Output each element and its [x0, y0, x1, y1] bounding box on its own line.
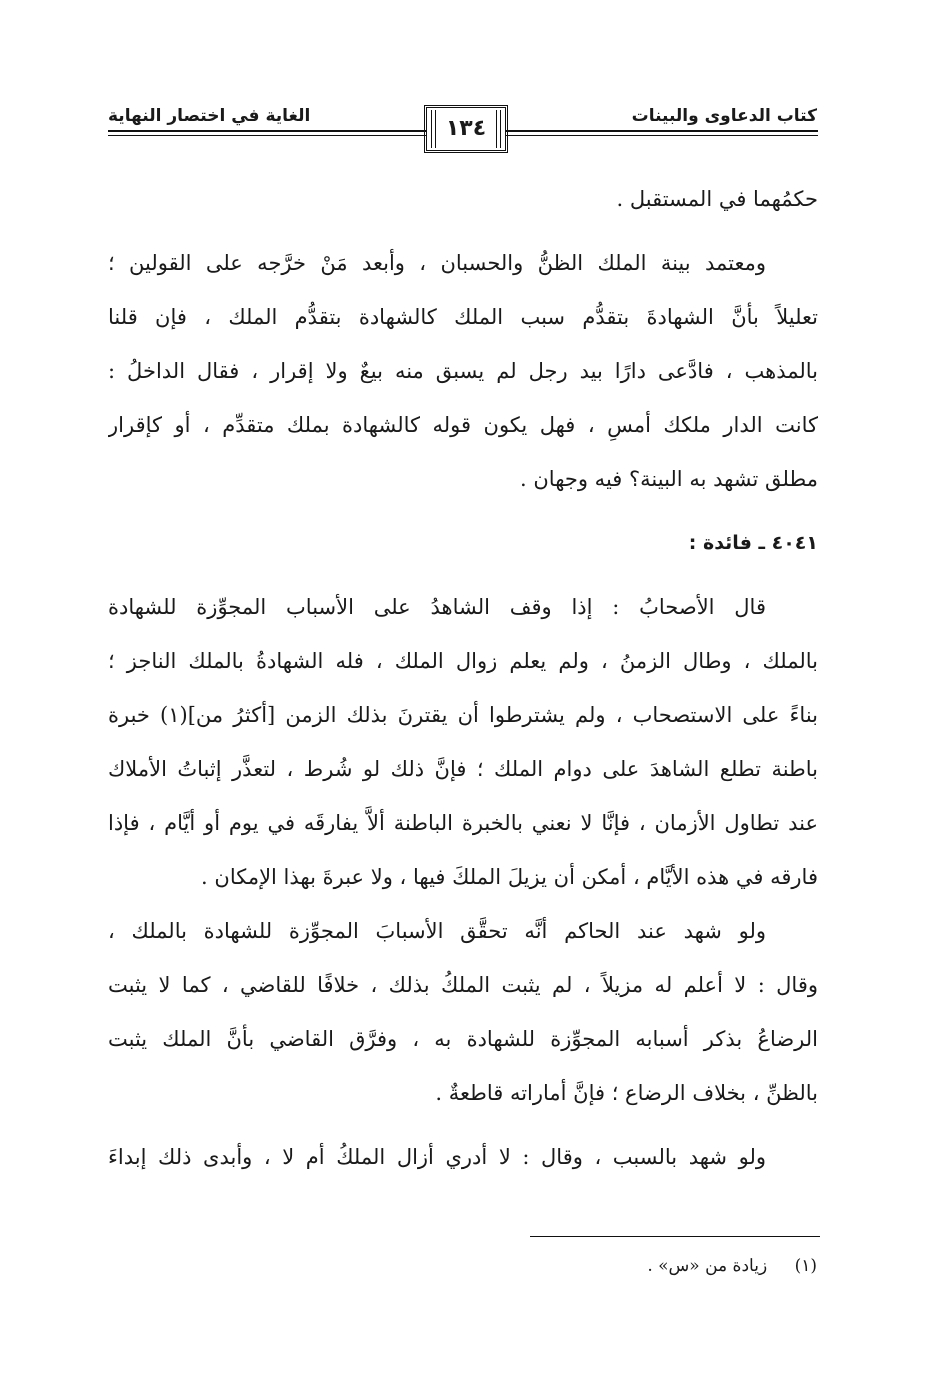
main-text: [108, 172, 818, 1184]
page-number: ١٣٤: [445, 116, 487, 141]
text-line: قال الأصحابُ : إذا وقف الشاهدُ على الأسباب المجوِّزة للشهادة: [108, 595, 766, 619]
text-line: بالظنِّ ، بخلاف الرضاع ؛ فإنَّ أماراته قاطعةٌ .: [435, 1081, 818, 1105]
text-line: ولو شهد عند الحاكم أنَّه تحقَّق الأسبابَ المجوِّزة للشهادة بالملك ،: [108, 919, 766, 943]
text-line: مطلق تشهد به البينة؟ فيه وجهان .: [520, 467, 818, 491]
text-line: بالمذهب ، فادَّعى دارًا بيد رجل لم يسبق منه بيعٌ ولا إقرار ، فقال الداخلُ :: [108, 359, 818, 383]
text-line: فارقه في هذه الأيَّام ، أمكن أن يزيلَ الملكَ فيها ، ولا عبرةَ بهذا الإمكان .: [201, 865, 818, 889]
footnote-text: زيادة من «س» .: [647, 1256, 768, 1276]
text-line: بالملك ، وطال الزمنُ ، ولم يعلم زوال الملك ، فله الشهادةُ بالملك الناجز ؛: [108, 649, 818, 673]
page-number-frame: [424, 105, 508, 153]
footnote-number: (١): [794, 1256, 817, 1276]
text-line: ولو شهد بالسبب ، وقال : لا أدري أزال الملكُ أم لا ، وأبدى ذلك إبداءَ: [108, 1145, 766, 1169]
text-line: الرضاعُ بذكر أسبابه المجوِّزة للشهادة به ، وفرَّق القاضي بأنَّ الملك يثبت: [108, 1027, 818, 1051]
text-line: تعليلاً بأنَّ الشهادةَ بتقدُّم سبب الملك كالشهادة بتقدُّم الملك ، فإن قلنا: [108, 305, 818, 329]
footnote: [217, 1256, 817, 1276]
header-book-title: الغاية في اختصار النهاية: [108, 106, 311, 126]
header-rule-left: [108, 130, 426, 136]
footnote-rule: [530, 1236, 820, 1237]
text-line: بناءً على الاستصحاب ، ولم يشترطوا أن يقترنَ بذلك الزمن [أكثرُ من](١) خبرة: [108, 703, 818, 727]
section-heading: ٤٠٤١ ـ فائدة :: [688, 532, 818, 554]
text-line: باطنة تطلع الشاهدَ على دوام الملك ؛ فإنَّ ذلك لو شُرط ، لتعذَّر إثباتُ الأملاك: [108, 757, 818, 781]
header-rule-right: [506, 130, 818, 136]
text-line: كانت الدار ملكك أمسِ ، فهل يكون قوله كالشهادة بملك متقدِّم ، أو كإقرار: [108, 413, 818, 437]
header-book-section: كتاب الدعاوى والبينات: [631, 106, 817, 126]
text-line: ومعتمد بينة الملك الظنُّ والحسبان ، وأبعد مَنْ خرَّجه على القولين ؛: [108, 251, 766, 275]
text-line: حكمُهما في المستقبل .: [616, 187, 818, 211]
text-line: عند تطاول الأزمان ، فإنَّا لا نعني بالخبرة الباطنة ألاَّ يفارقَه في يوم أو أيَّام ، فإذا: [108, 811, 818, 835]
text-line: وقال : لا أعلم له مزيلاً ، لم يثبت الملكُ بذلك ، خلافًا للقاضي ، كما لا يثبت: [108, 973, 818, 997]
